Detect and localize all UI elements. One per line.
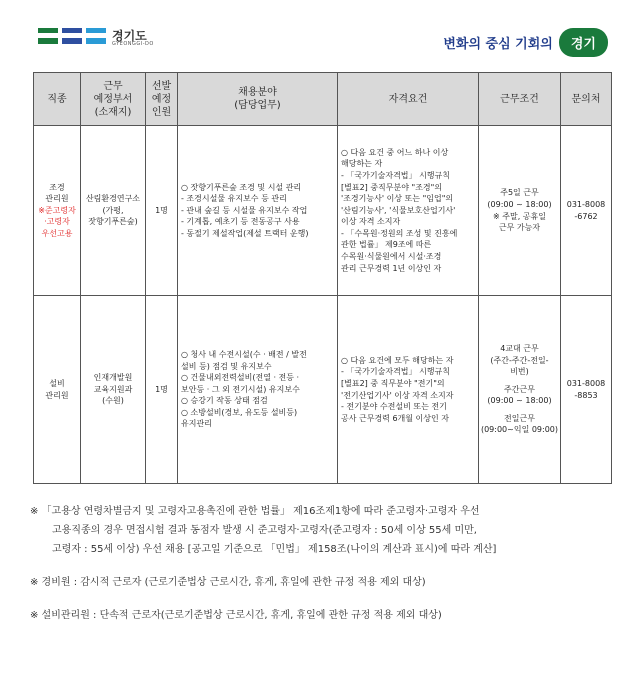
cell-qualification: ○ 다음 요건에 모두 해당하는 자 - 「국가기술자격법」 시행규칙 [별표2] 중 직무분야 "전기"의 '전기산업기사' 이상 자격 소지자 - 전기분야 수전설비 또는 전기 공사 근무경력 6개월 이상인 자 [338, 296, 479, 484]
slogan-text: 변화의 중심 기회의 [443, 37, 553, 52]
cell-job: 설비 관리원 [34, 296, 81, 484]
cell-dept: 산림환경연구소 (가평, 잣향기푸른숲) [81, 126, 146, 296]
cell-field: ○ 잣향기푸른숲 조경 및 시설 관리 - 조경시설물 유지보수 등 관리 - 관내 숲길 등 시설물 유지보수 작업 - 기계톱, 예초기 등 전동공구 사용 - 동절기 제설작업(제설 트랙터 운행) [178, 126, 338, 296]
cell-conditions: 주5일 근무 (09:00 ~ 18:00) ※ 주말, 공휴일 근무 가능자 [479, 126, 561, 296]
header-conditions: 근무조건 [479, 73, 561, 126]
note-age-priority-cont: 고용직종의 경우 면접시험 결과 동점자 발생 시 준고령자·고령자(준고령자 : 50세 이상 55세 미만, [52, 525, 477, 536]
cell-conditions: 4교대 근무 (주간-주간-전일- 비번) 주간근무 (09:00 ~ 18:00) 전일근무 (09:00~익일 09:00) [479, 296, 561, 484]
cell-field: ○ 청사 내 수전시설(수 · 배전 / 발전 설비 등) 점검 및 유지보수 ○ 건물내외전력설비(전열 · 전등 · 보안등 · 그 외 전기시설) 유지보수 ○ 승강기 작동 상태 점검 ○ 소방설비(경보, 유도등 설비등) 유지관리 [178, 296, 338, 484]
note-age-priority: ※ 「고용상 연령차별금지 및 고령자고용촉진에 관한 법률」 제16조제1항에 따라 준고령자·고령자 우선 [30, 506, 480, 517]
logo-name-ko: 경기도 [112, 28, 147, 43]
table-header-row [34, 73, 612, 126]
recruitment-table [33, 72, 612, 484]
cell-count: 1명 [146, 126, 178, 296]
note-guard: ※ 경비원 : 감시적 근로자 (근로기준법상 근로시간, 휴게, 휴일에 관한 규정 적용 제외 대상) [30, 577, 426, 588]
slogan-badge: 경기 [559, 28, 608, 57]
header-qualification: 자격요건 [338, 73, 479, 126]
header-field: 채용분야 (담당업무) [178, 73, 338, 126]
header-count: 선발 예정 인원 [146, 73, 178, 126]
cell-contact: 031-8008 -6762 [561, 126, 612, 296]
cell-contact: 031-8008 -8853 [561, 296, 612, 484]
cell-job: 조경 관리원 ※준고령자 ·고령자 우선고용 [34, 126, 81, 296]
header-contact: 문의처 [561, 73, 612, 126]
header-job: 직종 [34, 73, 81, 126]
cell-qualification: ○ 다음 요건 중 어느 하나 이상 해당하는 자 - 「국가기술자격법」 시행규칙 [별표2] 중직무분야 "조경"의 '조경기능사' 이상 또는 "임업"의 '산림기능사', '식물보호산업기사' 이상 자격 소지자 - 「수목원·정원의 조성 및 진흥에 관한 법률」 제9조에 따른 수목원·식물원에서 시설·조경 관리 근무경력 1년 이상인 자 [338, 126, 479, 296]
cell-dept: 인재개발원 교육지원과 (수원) [81, 296, 146, 484]
gyeonggi-logo-mark [38, 28, 106, 48]
table-row [34, 296, 612, 484]
gyeonggi-logo [38, 28, 154, 48]
note-facility-manager: ※ 설비관리원 : 단속적 근로자(근로기준법상 근로시간, 휴게, 휴일에 관한 규정 적용 제외 대상) [30, 610, 442, 621]
header-dept: 근무 예정부서 (소재지) [81, 73, 146, 126]
logo-name-en: GYEONGGI-DO [112, 40, 154, 47]
footnotes [30, 502, 610, 625]
slogan [443, 28, 608, 57]
cell-count: 1명 [146, 296, 178, 484]
note-age-priority-cont: 고령자 : 55세 이상) 우선 채용 [공고일 기준으로 「민법」 제158조(나이의 계산과 표시)에 따라 계산] [52, 544, 497, 555]
table-row [34, 126, 612, 296]
document-header [0, 0, 628, 70]
